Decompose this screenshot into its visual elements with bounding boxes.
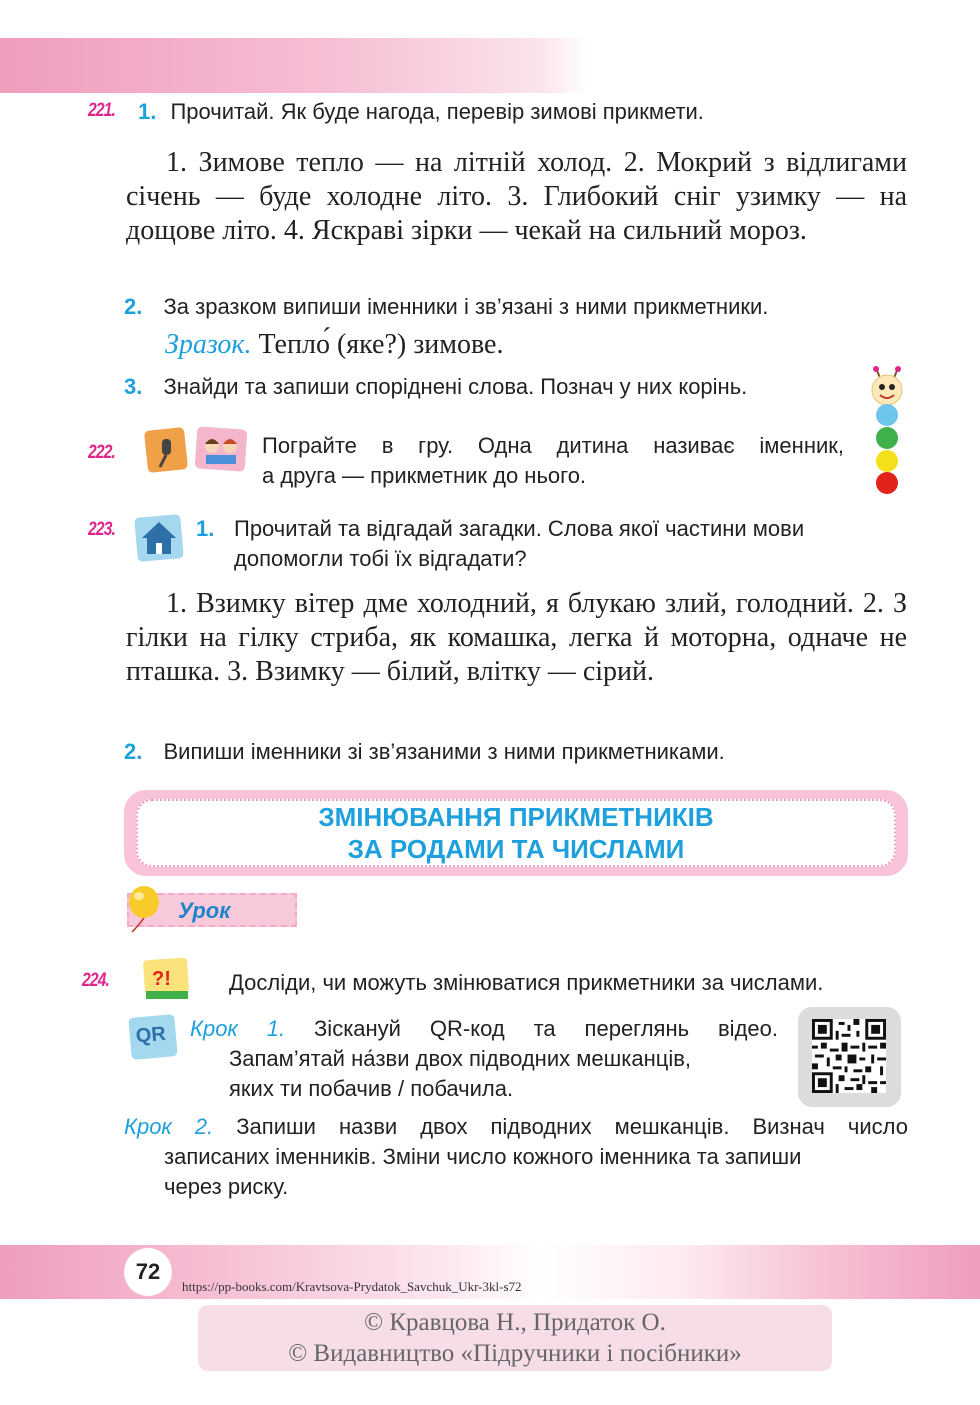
step-text: Запиши назви двох підводних мешканців. Визнач число: [236, 1114, 908, 1139]
text-line: а друга — прикметник до нього.: [262, 463, 587, 488]
task-221-2: [124, 292, 768, 322]
page-url[interactable]: https://pp-books.com/Kravtsova-Prydatok_Savchuk_Ukr-3kl-s72: [182, 1279, 522, 1294]
task-number: 1.: [196, 516, 215, 541]
step-1-line-1: [190, 1014, 778, 1044]
step-1-label: Крок 1.: [190, 1016, 286, 1041]
balloon-icon: [122, 884, 164, 938]
passage-223: 1. Взимку вітер дме холодний, я блукаю злий, голодний. 2. З гілки на гілку стриба, як комашка, легка й моторна, одначе не пташка. 3. Взимку — білий, влітку — сірий.: [126, 588, 907, 687]
lesson-label: Урок: [178, 898, 231, 923]
task-221-3: [124, 372, 747, 402]
step-2: [124, 1112, 908, 1202]
qr-code-icon: [812, 1019, 886, 1093]
top-band: [0, 38, 980, 93]
section-title-box: [124, 790, 908, 876]
task-text: Прочитай. Як буде нагода, перевір зимові прикмети.: [170, 99, 704, 124]
text-line: Пограйте в гру. Одна дитина називає іменник,: [262, 433, 844, 458]
exercise-number-224: 224.: [82, 970, 110, 991]
sample-line: [165, 329, 503, 361]
qr-badge-icon: [128, 1014, 177, 1060]
task-text: Знайди та запиши споріднені слова. Познач у них корінь.: [163, 374, 748, 399]
step-text: Зіскануй QR-код та переглянь відео.: [314, 1016, 778, 1041]
svg-text:?!: ?!: [152, 968, 171, 990]
sample-label: Зразок.: [165, 329, 252, 360]
step-2-label: Крок 2.: [124, 1114, 214, 1139]
copyright-line-1: © Кравцова Н., Придаток О.: [364, 1309, 666, 1336]
microphone-icon: [144, 425, 192, 475]
section-title-inner: [136, 799, 896, 867]
house-icon: [132, 512, 188, 566]
task-223-2: [124, 737, 725, 767]
task-number: 3.: [124, 374, 143, 399]
step-text: записаних іменників. Зміни число кожного іменника та запиши: [164, 1144, 802, 1169]
text-line: допомогли тобі їх відгадати?: [234, 546, 527, 571]
qr-code-container[interactable]: [798, 1007, 901, 1107]
text-line: Прочитай та відгадай загадки. Слова якої частини мови: [234, 516, 805, 541]
section-title-line-2: ЗА РОДАМИ ТА ЧИСЛАМИ: [347, 834, 685, 864]
qr-badge-label: QR: [134, 1022, 167, 1048]
task-text: Випиши іменники зі зв’язаними з ними прикметниками.: [163, 739, 725, 764]
exercise-number-221: 221.: [88, 100, 116, 121]
passage-221: 1. Зимове тепло — на літній холод. 2. Мокрий з відлигами січень — буде холодне літо. 3. Глибокий сніг узимку — на дощове літо. 4. Яскраві зірки — чекай на сильний мороз.: [126, 147, 907, 246]
task-223-1: [196, 514, 214, 544]
copyright-box: [198, 1305, 832, 1371]
section-title-line-1: ЗМІНЮВАННЯ ПРИКМЕТНИКІВ: [318, 802, 714, 832]
children-reading-icon: [194, 424, 250, 474]
step-text: через риску.: [164, 1174, 289, 1199]
page-number: 72: [124, 1248, 172, 1296]
step-text: Запам’ятай на́зви двох підводних мешканців,: [229, 1046, 692, 1071]
copyright-line-2: © Видавництво «Підручники і посібники»: [288, 1340, 742, 1367]
task-221-1: [138, 97, 704, 127]
exclamation-question-icon: [138, 955, 196, 1003]
exercise-number-222: 222.: [88, 442, 116, 463]
step-text: яких ти побачив / побачила.: [229, 1076, 514, 1101]
task-text: За зразком випиши іменники і зв’язані з ними прикметники.: [163, 294, 769, 319]
exercise-222-text: [262, 431, 844, 491]
exercise-number-223: 223.: [88, 519, 116, 540]
sample-text: Тепло́ (яке?) зимове.: [258, 329, 504, 360]
step-1: [190, 1014, 778, 1104]
caterpillar-mascot-icon: [862, 366, 912, 496]
step-2-line-1: [124, 1112, 908, 1142]
task-223-1-text: [234, 514, 908, 574]
task-number: 2.: [124, 294, 143, 319]
task-number: 1.: [138, 99, 157, 124]
task-number: 2.: [124, 739, 143, 764]
exercise-224-intro: Досліди, чи можуть змінюватися прикметники за числами.: [229, 970, 824, 995]
